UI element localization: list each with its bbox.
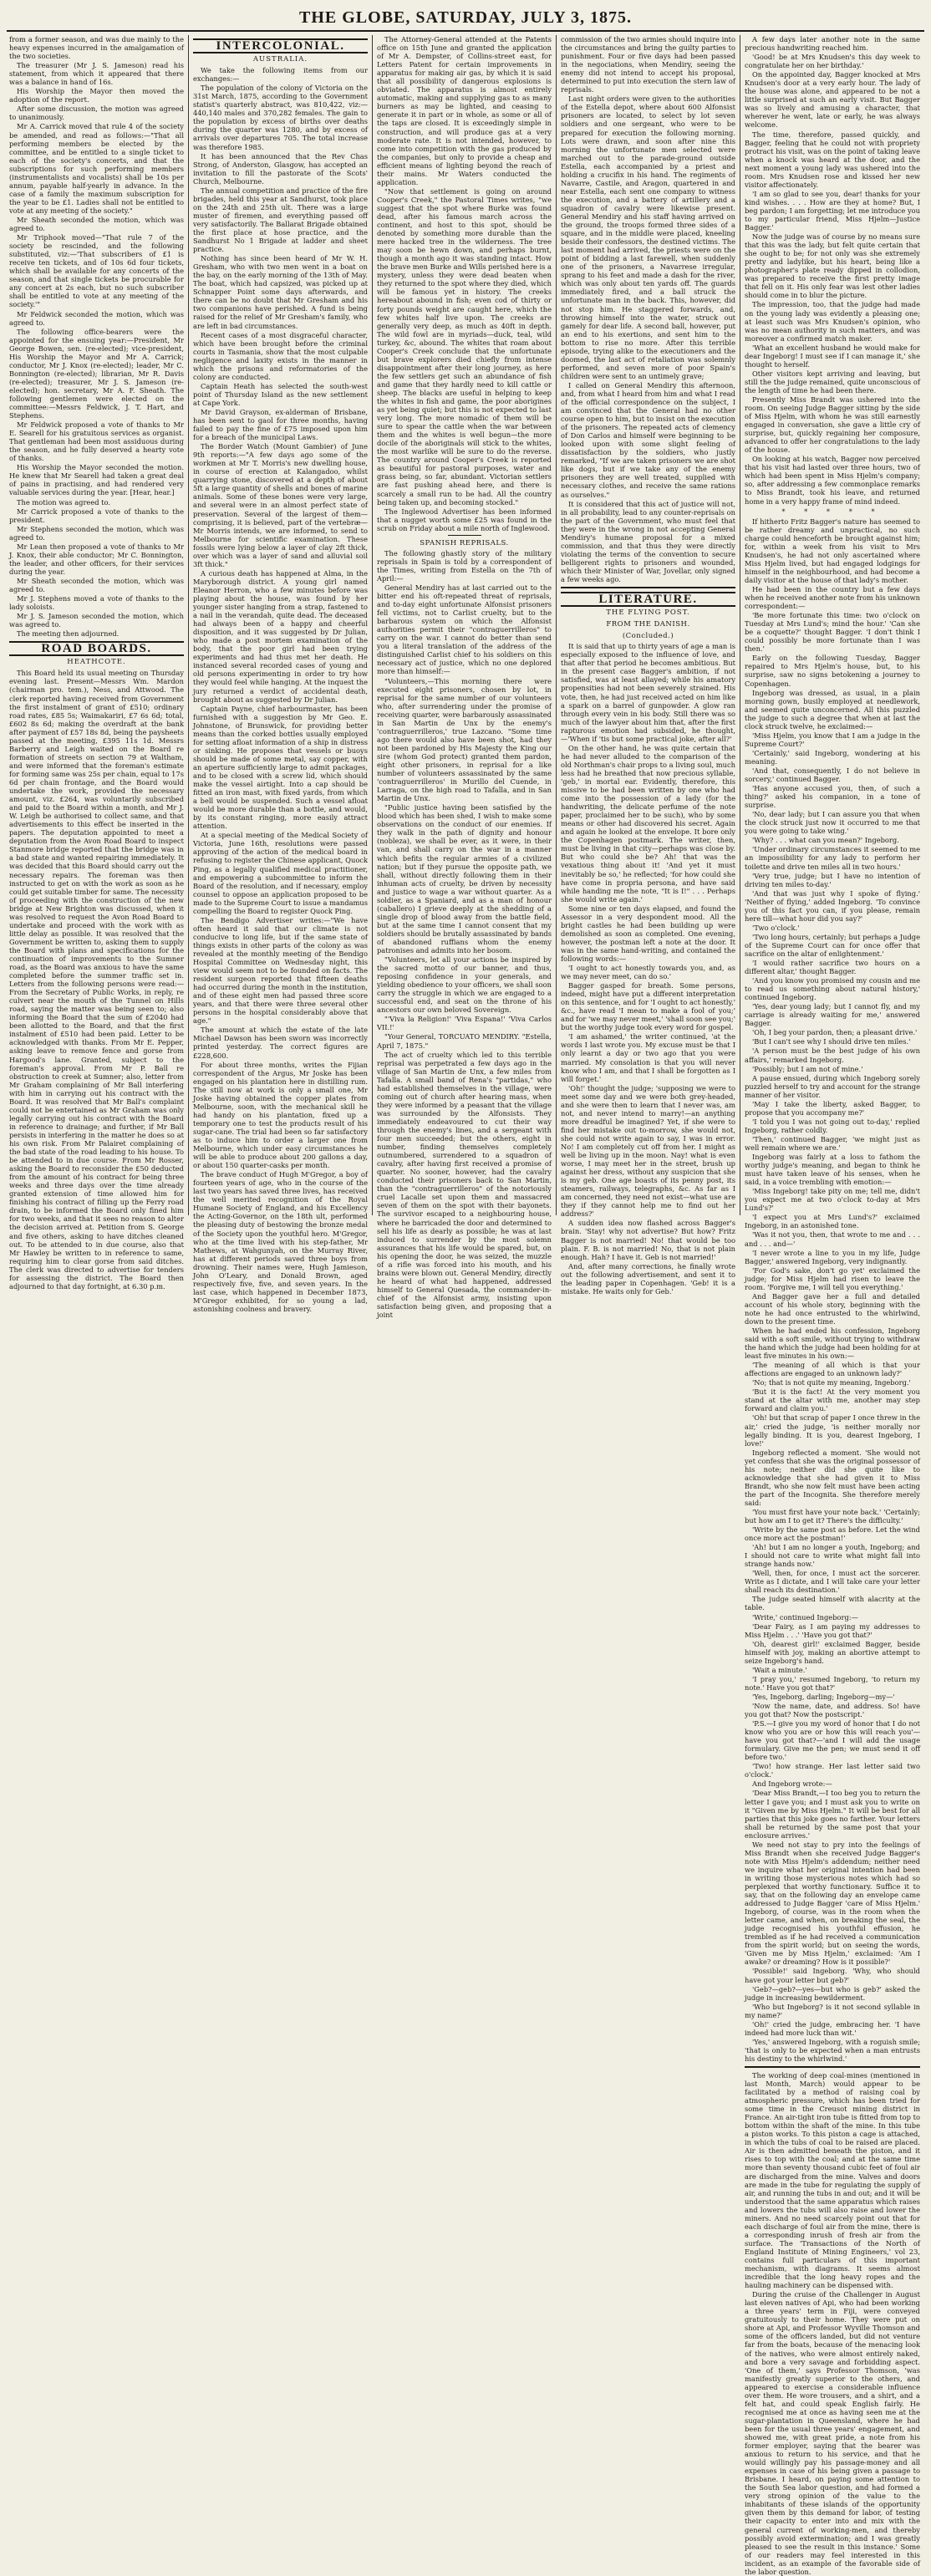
paragraph: Now the judge was of course by no means sure that this was the lady, but felt quite certain that she ought to be; for not only was she extremely pretty and ladylike, but his heart, being like a photographer's plate ready dipped in collodion, was prepared to receive the first pretty image that fell on it. His only fear was lest other ladies should come in to blur the picture. — [745, 232, 920, 300]
paragraph: 'Oh, I beg your pardon, then; a pleasant drive.' — [752, 1028, 918, 1037]
paragraph: The time, therefore, passed quickly, and Bagger, feeling that he could not with propriety protract his visit, was on the point of taking leave when a knock was heard at the door, and the next moment a young lady was ushered into the room. Mrs Knudsen rose and kissed her new visitor affectionately. — [745, 130, 920, 189]
paragraph: On looking at his watch, Bagger now perceived that his visit had lasted over three hours, two of which had been spent in Miss Hjelm's company; so, after addressing a few commonplace remarks to Miss Brandt, took his leave, and returned home in a very happy frame of mind indeed. — [745, 455, 920, 506]
paragraph: 'Dear Fairy, as I am paying my addresses to Miss Hjelm . . .' 'Have you got that?' — [745, 1621, 920, 1639]
paragraph: I called on General Mendiry this afternoon, and, from what I heard from him and what I read of the official correspondence on the subject, I am convinced that the General had no other course open to him, but to insist on the execution of the prisoners. The repeated acts of clemency of Don Carlos and himself were beginning to be looked upon with some slight feeling of dissatisfaction by the soldiers, who justly remarked, "If we are taken prisoners we are shot like dogs, but if we take any of the enemy prisoners they are well treated, supplied with necessary clothes, and receive the same rations as ourselves." — [561, 380, 735, 499]
paragraph: 'Very true, judge; but I have no intention of driving ten miles to-day.' — [745, 871, 920, 888]
paragraph: He had been in the country but a few days when he received another note from his unknown correspondent:— — [745, 585, 920, 611]
column-3 — [373, 35, 557, 1320]
paragraph: Mr J. Stephens moved a vote of thanks to the lady soloists. — [9, 594, 184, 612]
paragraph: Early on the following Tuesday, Bagger repaired to Mrs Hjelm's house, but, to his surprise, saw no signs betokening a journey to Copenhagen. — [745, 654, 920, 688]
paragraph: Other visitors kept arriving and leaving, but still the the judge remained, quite unconscious of the length of time he had been there. — [745, 369, 920, 395]
section-heading: INTERCOLONIAL. — [193, 38, 368, 53]
article-subheading: FROM THE DANISH. — [606, 620, 690, 629]
paragraph: His Worship the Mayor then moved the adoption of the report. — [9, 87, 184, 104]
paragraph: 'Two o'clock.' — [752, 923, 800, 932]
paragraph: 'I ought to act honestly towards you, and, as we may never meet, can do so.' — [561, 964, 735, 981]
paragraph: 'Yes, dear young lady; but I cannot fly, and my carriage is already waiting for me,' answered Bagger. — [745, 1002, 920, 1028]
column-2 — [189, 35, 373, 1313]
paragraph: Captain Payne, chief harbourmaster, has been furnished with a suggestion by Mr Geo. E. Johnstone, of Brunswick, for providing better means than the corked bottles usually employed for setting afloat information of a ship in distress or sinking. He proposes that vessels or buoys should be made of some metal, say copper, with an aperture sufficiently large to admit packages, and to be closed with a screw lid, which should make the vessel airtight. Into a cap should be fitted an iron mast, with fixed yards, from which a bell would be suspended. Such a vessel afloat would be more durable than a bottle, and would, by its constant ringing, more easily attract attention. — [193, 704, 368, 831]
paragraph: Captain Heath has selected the south-west point of Thursday Island as the new settlement at Cape York. — [193, 381, 368, 407]
paragraph: A pause ensued, during which Ingeborg sorely puzzled herself to try and account for the strange manner of her visitor. — [745, 1073, 920, 1099]
paragraph: The annual competition and practice of the fire brigades, held this year at Sandhurst, took place on the 24th and 25th ult. There was a large muster of firemen, and everything passed off very satisfactorily. The Ballarat Brigade obtained the first place at hose practice, and the Sandhurst No 1 Brigade at ladder and sheet practice. — [193, 186, 368, 254]
paragraph: His Worship the Mayor seconded the motion. He knew that Mr Searell had taken a great deal of pains in practising, and had rendered very valuable services during the year. [Hear, hear.] — [9, 463, 184, 497]
paragraph: 'Oh!' cried the judge, embracing her. 'I have indeed had more luck than wit.' — [745, 2019, 920, 2037]
paragraph: 'I expect you at Mrs Lund's?' exclaimed Ingeborg, in an astonished tone. — [745, 1213, 920, 1230]
paragraph: Mr Carrick proposed a vote of thanks to the president. — [9, 507, 184, 524]
paragraph: The following office-bearers were the appointed for the ensuing year:—President, Mr George Bowen, sen. (re-elected); vice-president, His Worship the Mayor and Mr A. Carrick; conductor, Mr J. Knox (re-elected); leader, Mr C. Bonnington (re-elected); librarian, Mr R. Davis (re-elected); treasurer, Mr J. S. Jameson (re-elected); hon. secretary, Mr A. F. Sheath. The following gentlemen were elected on the committee:—Messrs Feldwick, J. T. Hart, and Stephens. — [9, 327, 184, 420]
paragraph: Mr David Grayson, ex-alderman of Brisbane, has been sent to gaol for three months, having failed to pay the fine of £75 imposed upon him for a breach of the municipal Laws. — [193, 407, 368, 442]
masthead: THE GLOBE, SATURDAY, JULY 3, 1875. — [299, 8, 632, 27]
paragraph: Last night orders were given to the authorities of the Estella depot, where about 600 Alfonsist prisoners are located, to select by lot seven soldiers and one sergeant, who were to be prepared for execution the following morning. Lots were drawn, and soon after nine this morning the unfortunate men selected were marched out to the parade-ground outside Estella, each accompanied by a priest and holding a crucifix in his hand. The regiments of Navarre, Castile, and Aragon, quartered in and near Estella, each sent one company to witness the execution, and a battery of artillery and a squadron of cavalry were likewise present. General Mendiry and his staff having arrived on the ground, the troops formed three sides of a square, and in the middle were placed, kneeling beside their confessors, the destined victims. The last moment had arrived, the priests were on the point of bidding a last farewell, when suddenly one of the prisoners, a Navarrese irregular, sprang to his feet and made a dash for the river, which was only about ten yards off. The guards immediately fired, and a ball struck the unfortunate man in the back. This, however, did not stop him. He staggered forwards, and, throwing himself into the water, struck out gamely for dear life. A second ball, however, put an end to his exertions, and sent him to the bottom to rise no more. After this terrible episode, trying alike to the executioners and the doomed, the last act of retaliation was solemnly performed, and seven more of poor Spain's children were sent to an untimely grave; — [561, 94, 735, 380]
paragraph: 'Good! be at Mrs Knudsen's this day week to congratulate her on her birthday.' — [745, 53, 920, 70]
paragraph: 'And that was just why I spoke of flying.' 'Neither of flying,' added Ingeborg. 'To convince you of this fact you can, if you please, remain here till—what hour did you say?' — [745, 888, 920, 923]
paragraph: "Now that settlement is going on around Cooper's Creek," the Pastoral Times writes, "we suggest that the spot where Burke was found dead, after his famous march across the continent, and host to this spot, should be denoted by something more durable than the mere hacked tree in the wilderness. The tree may soon be hewn down, and perhaps burnt, though a month ago it was standing intact. How the brave men Burke and Wills perished here is a mystery, unless they were dead beaten when they returned to the spot where they died, which will be famous yet in history. The creeks hereabout abound in fish; even cod of thirty or forty pounds weight are caught here, which the few whites half live upon. The creeks are generally very deep, as much as 40ft in depth. The wild fowl are in myriads—duck, teal, wild turkey, &c, abound. The whites that roam about Cooper's Creek conclude that the unfortunate but brave explorers died chiefly from intense disappointment after their long journey, as here the few settlers get such an abundance of fish and game that they hardly need to kill cattle or sheep. The blacks are useful in helping to keep the whites in fish and game, the poor aborigines as yet being quiet; but this is not expected to last very long. The more nomadic of them will be sure to spear the cattle when the war between them and the whites is well begun—the more docile of the aboriginals will stick to the whites, the most warlike will be sure to do the reverse. The country around Cooper's Creek is reported as beautiful for pastoral purposes, water and grass being, so far, abundant. Victorian settlers are fast pushing ahead here, and there is scarcely a small run to be had. All the country being taken up, and becoming stocked." — [377, 186, 552, 507]
paragraph: 'I pray you,' resumed Ingeborg, 'to return my note.' Have you got that?' — [745, 1674, 920, 1692]
paragraph: 'Who but Ingeborg? is it not second syllable in my name?' — [745, 2002, 920, 2019]
paragraph: During the cruise of the Challenger in August last eleven natives of Api, who had been working a three years' term in Fiji, were conveyed gratuitously to their home. They were put on shore at Api, and Professor Wyville Thomson and some of the officers landed, but did not venture far from the boats, because of the menacing look of the natives, who were almost entirely naked, and bore a very savage and forbidding aspect. 'One of them,' says Professor Thomson, 'was manifestly greatly superior to the others, and appeared to exercise a considerable influence over them. He wore trousers, and a shirt, and a felt hat, and could speak English fairly. He recognised me at once as having seen me at the sugar-plantation in Queensland, where he had been for the usual three years' engagement, and showed me, with great pride, a note from his former employer, saying that the bearer was anxious to return to his service, and that he would willingly pay his passage-money and all expenses in case of his being given a passage to Brisbane. I heard, on paying some attention to the South Sea labor question, and had formed a very strong opinion of the value to the inhabitants of these islands of the opportunity given them by this demand for labor, of testing their capacity to enter into and mix with the general current of working-men, and thereby possibly avoid extermination; and I was greatly pleased to see the result in this instance.' Some of our readers may feel interested in this incident, as an example of the favorable side of the labor question. — [745, 2290, 920, 2576]
paragraph: 'Possible!' said Ingeborg. 'Why, who should have got your letter but geb?' — [745, 1967, 920, 1984]
masthead-rule — [7, 30, 924, 32]
paragraph: It is said that up to thirty years of age a man is especially exposed to the influence of love, and that after that period he becomes ambitious. But in the present case Bagger's ambition, if not satisfied, was at least allayed; while his amatory propensities had not been severely strained. His vote, then, he had just received acted on him like a spark on a barrel of gunpowder. A glow ran through every vein in his body. Still there was so much of the lawyer about him that, after the first rapturous emotion had subsided, he thought,—'When if 'tis but some practical joke, after all?' — [561, 642, 735, 743]
article-subheading: (Concluded.) — [622, 632, 674, 641]
paragraph: A curious death has happened at Alma, in the Maryborough district. A young girl named Eleanor Herron, who a few minutes before was playing about the house, was found by her younger sister hanging from a strap, fastened to a nail in the verandah, quite dead. The deceased had always been of a happy and cheerful disposition, and it was suggested by Dr Julian, who made a post mortem examination of the body, that the poor girl had been trying experiments and had thus met her death. He instanced several recorded cases of young and old persons experimenting in order to try how they would feel while hanging. At the inquest the jury returned a verdict of accidental death, brought about as suggested by Dr Julian. — [193, 568, 368, 704]
paragraph: 'Geb?—geb?—yes—but who is geb?' asked the judge in increasing bewilderment. — [745, 1984, 920, 2002]
paragraph: Presently Miss Brandt was ushered into the room. On seeing Judge Bagger sitting by the side of Miss Hjelm, with whom he was still earnestly engaged in conversation, she gave a little cry of surprise, but, quickly regaining her composure, advanced to offer her congratulations to the lady of the house. — [745, 395, 920, 455]
paragraph: Mr A. Carrick moved that rule 4 of the society be amended, and read as follows:—"That all performing members be elected by the committee, and be entitled to a single ticket to each of the society's concerts, and that the subscriptions for such performing members (instrumentalists and vocalists) shall be 10s per annum, payable half-yearly in advance. In the case of a family the maximum subscription for the year to be £1. Ladies shall not be entitled to vote at any meeting of the society." — [9, 122, 184, 215]
paragraph: A sudden idea now flashed across Bagger's brain. 'Stay! why not advertise? But how? Fritz Bagger is not married! No! that would be too plain. F. B. is not married! No, that is not plain enough. Hah? I have it. Geb is not married!' — [561, 1219, 735, 1261]
columns — [5, 35, 926, 2576]
paragraph: Recent cases of a most disgraceful character, which have been brought before the criminal courts in Tasmania, show that the most culpable negligence and laxity exists in the manner in which the prisons and reformatories of the colony are conducted. — [193, 330, 368, 381]
article-subheading: SPANISH REPRISALS. — [420, 538, 509, 547]
paragraph: It is considered that this act of justice will not, in all probability, lead to any counter-reprisals on the part of the Government, who must feel that they were in the wrong in not accepting General Mendiry's humane proposal for a mixed commission, and that thus they were directly violating the terms of the convention to secure belligerent rights to prisoners and wounded, which their Minister of War, Jovellar, only signed a few weeks ago. — [561, 499, 735, 583]
section-heading: LITERATURE. — [561, 592, 735, 607]
paragraph: "Volunteers, let all your actions be inspired by the sacred motto of our banner, and thus, reposing confidence in your generals, and yielding obedience to your officers, we shall soon carry the struggle in which we are engaged to a successful end, and seat on the throne of his ancestors our own beloved Sovereign. — [377, 955, 552, 1015]
paragraph: On the appointed day, Bagger knocked at Mrs Knudsen's door at a very early hour. The lady of the house was alone, and appeared to be not a little surprised at such an early visit. But Bagger was so lively and amusing a character, that wherever he went, late or early, he was always welcome. — [745, 70, 920, 130]
paragraph: Mr Sheath seconded the motion, which was agreed to. — [9, 215, 184, 233]
paragraph: The judge seated himself with alacrity at the table. — [745, 1595, 920, 1612]
paragraph: And Ingeborg wrote:— — [752, 1779, 832, 1789]
paragraph: If hitherto Fritz Bagger's nature has seemed to be rather dreamy and unpractical, no such charge could henceforth be brought against him; for, within a week from his visit to Mrs Knudsen's, he had not only ascertained where Miss Hjelm lived, but had engaged lodgings for himself in the neighbourhood, and had become a daily visitor at the house of that lady's mother. — [745, 517, 920, 584]
paragraph: 'Under ordinary circumstances it seemed to me an impossibility for any lady to perform her toilette and drive ten miles all in two hours.' — [745, 845, 920, 871]
paragraph: The act of cruelty which led to this terrible reprisal was perpetrated a few days ago in the village of San Martin de Unx, a few miles from Tafalla. A small band of Rena's "partidas," who had established themselves in the village, were coming out of church after hearing mass, when they were informed by a peasant that the village was surrounded by the Alfonsists. They immediately endeavoured to cut their way through the enemy's lines, and a sergeant with four men succeeded; but the others, eight in number, finding themselves completely outnumbered, surrendered to a squadron of cavalry, after having first received a promise of quarter. No sooner, however, had the cavalry conducted their prisoners back to San Martin, than the "contraguerrilleros" of the notoriously cruel Lacalle set upon them and massacred seven of them on the spot with their bayonets. The survivor escaped to a neighbouring house, where he barricaded the door and determined to sell his life as dearly as possible; he was at last induced to surrender by the most solemn assurances that his life would be spared, but, on his opening the door, he was seized, the muzzle of a rifle was forced into his mouth, and his brains were blown out. General Mendiry, directly he heard of what had happened, addressed himself to General Quesada, the commander-in-chief of the Alfonsist army, insisting upon satisfaction being given, and proposing that a joint — [377, 1050, 552, 1320]
paragraph: The population of the colony of Victoria on the 31st March, 1875, according to the Government statist's quarterly abstract, was 810,422, viz:—440,140 males and 370,282 females. The gain to the population by excess of births over deaths during the quarter was 1280, and by excess of arrivals over departures 705. The total increase was therefore 1985. — [193, 84, 368, 151]
paragraph: 'Was it not you, then, that wrote to me and . . . and . . . and—' — [745, 1230, 920, 1248]
section-heading: ROAD BOARDS. — [9, 641, 184, 656]
paragraph: The meeting then adjourned. — [17, 629, 120, 639]
section-subheading: AUSTRALIA. — [252, 55, 308, 64]
paragraph: 'Certainly,' said Ingeborg, wondering at his meaning. — [745, 748, 920, 766]
paragraph: 'Oh, dearest girl!' exclaimed Bagger, beside himself with joy, making an abortive attempt to seize Ingeborg's hand. — [745, 1639, 920, 1665]
paragraph: 'I told you I was not going out to-day,' replied Ingeborg, rather coldly. — [745, 1117, 920, 1134]
paragraph: 'But I can't see why I should drive ten miles.' — [752, 1037, 911, 1046]
paragraph: 'I am so glad to see you, dear! thanks for your kind wishes. . . . How are they at home? But, I beg pardon; I am forgetting; let me introduce you to my particular friend, Miss Hjelm—Justice Bagger.' — [745, 189, 920, 232]
paragraph: And Bagger gave her a full and detailed account of his whole story, beginning with the note he had once entrusted to the whirlwind, down to the present time. — [745, 1291, 920, 1326]
paragraph: Mr Lean then proposed a vote of thanks to Mr J. Knox, their able conductor; Mr C. Bonnington, the leader, and other officers, for their services during the year. — [9, 542, 184, 576]
section-divider — [745, 2066, 920, 2068]
paragraph: 'Possibly; but I am not of mine.' — [752, 1064, 863, 1073]
paragraph: The Bendigo Advertiser writes:—"We have often heard it said that our climate is not conducive to long life, but if the same state of things exists in other parts of the colony as was revealed at the monthly meeting of the Bendigo Hospital Committee on Wednesday night, this view would seem not to be founded on facts. The resident surgeon reported that fifteen deaths had occurred during the month in the institution, and of these eight men had passed three score years, and that there were three several other persons in the hospital considerably above that age." — [193, 915, 368, 1026]
paragraph: 'A person must be the best judge of his own affairs,' remarked Ingeborg. — [745, 1046, 920, 1064]
continued-paragraph: from a former season, and was due mainly to the heavy expenses incurred in the amalgamation of the two societies. — [9, 35, 184, 61]
paragraph: Ingeborg was fairly at a loss to fathom the worthy judge's meaning, and began to think he must have taken leave of his senses, when he said, in a voice trembling with emotion:— — [745, 1153, 920, 1187]
paragraph: Mr Triphook moved—"That rule 7 of the society be rescinded, and the following substituted, viz:—'That subscribers of £1 is receive ten tickets, and of 10s 6d four tickets, which shall be available for any concerts of the season, and that single tickets be procurable for any concert at 2s each, but no such subscriber shall be entitled to vote at any meeting of the society.'" — [9, 233, 184, 309]
column-5 — [740, 35, 924, 2576]
paragraph: 'Miss Ingeborg! take pity on me; tell me, didn't you expect me at two o'clock to-day at Mrs Lund's?' — [745, 1187, 920, 1213]
paragraph: For about three months, writes the Fijian correspondent of the Argus, Mr Joske has been engaged on his plantation here in distilling rum. The still now at work is only a small one, Mr Joske having obtained the copper plates from Melbourne, soon, with the mechanical skill he had handy on his plantation, fixed up a temporary one to test the products result of his sugar-cane. The trial had been so far satisfactory as to induce him to order a larger one from Melbourne, which under easy circumstances he will be able to produce about 200 gallons a day, or about 150 quarter-casks per month. — [193, 1060, 368, 1170]
paragraph: The Border Watch (Mount Gambier) of June 9th reports:—"A few days ago some of the workmen at Mr T. Morris's new dwelling house, in course of erection at Kalangadoo, whilst quarrying stone, discovered at a depth of about 5ft a large quantity of shells and bones of marine animals. Some of these bones were very large, and several were in an almost perfect state of preservation. Several of the largest of them—comprising, it is believed, part of the vertebræ—Mr Morris intends, we are informed, to send to Melbourne for scientific examination. These fossils were lying below a layer of clay 2ft thick, over which was a layer of sand and alluvial soil 3ft thick." — [193, 442, 368, 568]
paragraph: 'No; that is not quite my meaning, Ingeborg.' — [752, 1378, 911, 1387]
paragraph: 'And that, consequently, I do not believe in sorcery,' continued Bagger. — [745, 766, 920, 784]
paragraph: 'May I take the liberty, asked Bagger, to propose that you accompany me?' — [745, 1099, 920, 1117]
short-rule — [448, 535, 481, 536]
paragraph: Mr Feldwick proposed a vote of thanks to Mr E. Searell for his gratuitous services as organist. That gentleman had been most assiduous during the season, and he fully deserved a hearty vote of thanks. — [9, 420, 184, 463]
paragraph: 'Two long hours, certainly; but perhaps a Judge of the Supreme Court can for once offer that sacrifice on the altar of enlightenment.' — [745, 932, 920, 958]
paragraph: "Volunteers,—This morning there were executed eight prisoners, chosen by lot, in reprisal for the same number of our volunteers who, after surrendering under the promise of receiving quarter, were barbarously assassinated in San Martin de Unx by the enemy's 'contraguerrilleros,' true Lazcano. "Some time ago there would also have been shot, had they not been pardoned by His Majesty the King our sire (whom God protect) granted them pardon, eight other prisoners, in reprisal for a like number of volunteers assassinated by the same 'contraguerrilleros' in Murillo del Cuende, in Larraga, on the high road to Tafalla, and in San Martin de Unx. — [377, 676, 552, 803]
paragraph: After some discussion, the motion was agreed to unanimously. — [9, 104, 184, 122]
paragraph: Nothing has since been heard of Mr W. H. Gresham, who with two men went in a boat on the bay, on the early morning of the 13th of May. The boat, which had capsized, was picked up at Schnapper Point some days afterwards, and there can be no doubt that Mr Gresham and his two companions have perished. A fund is being raised for the relief of Mr Gresham's family, who are left in bad circumstances. — [193, 254, 368, 330]
paragraph: Some nine or ten days elapsed, and found the Assessor in a very despondent mood. All the bright castles he had been building up were demolished as soon as completed. One evening, however, the postman left a note at the door. It was in the same hand-writing, and contained the following words:— — [561, 904, 735, 963]
paragraph: The working of deep coal-mines (mentioned in last Month, March) would appear to be facilitated by a method of raising coal by atmospheric pressure, which has been tried for some time in the Creusot mining district in France. An air-tight iron tube is fitted from top to bottom within the shaft of the mine. In this tube a piston works. To this piston a cage is attached, in which the tubs of coal to be raised are placed. Air is then admitted beneath the piston, and it rises to top with the coal; and at the same time more than seventy thousand cubic feet of foul air are discharged from the mine. Valves and doors are made in the tube for regulating the supply of air, and running the tubs in and out; and it will be understood that the same apparatus which raises and lowers the tubs will also raise and lower the miners. And no need scarcely point out that for each discharge of foul air from the mine, there is a corresponding inrush of fresh air from the surface. The 'Transactions of the North of England Institute of Mining Engineers,' vol 23, contains full particulars of this important mechanism, with diagrams. It seems almost incredible that the long heavy ropes and the hauling machinery can be dispensed with. — [745, 2070, 920, 2290]
paragraph: General Mendiry has at last carried out to the bitter end his oft-repeated threat of reprisals, and to-day eight unfortunate Alfonsist prisoners fell victims, not to Carlist cruelty, but to the barbarous system on which the Alfonsist authorities permit their "contraguerrilleros" to carry on the war. I cannot do better than send you a literal translation of the address of the distinguished Carlist chief to his soldiers on this necessary act of justice, which no one deplored more than himself:— — [377, 583, 552, 676]
paragraph: And, after many corrections, he finally wrote out the following advertisement, and sent it to the leading paper in Copenhagen. 'Geb! it is a mistake. He waits only for Geb.' — [561, 1261, 735, 1296]
paragraph: 'Yes,' answered Ingeborg, with a roguish smile; 'that is only to be expected when a man entrusts his destiny to the whirlwind.' — [745, 2037, 920, 2063]
paragraph: 'I am ashamed,' the writer continued, 'at the words I last wrote you. My excuse must be that I only learnt a day or two ago that you were married. My consolation is that you will never know who I am, and that I shall be forgotten as I will forget.' — [561, 1032, 735, 1083]
column-1 — [5, 35, 189, 1291]
paragraph: We need not stay to pry into the feelings of Miss Brandt when she received Judge Bagger's note with Miss Hjelm's addendum; neither need we inquire what her original intention had been in writing those mysterious notes which had so perplexed that worthy functionary. Suffice it to say, that on the following day an envelope came addressed to Judge Bagger 'care of Miss Hjelm.' Ingeborg, of course, was in the room when the letter came, and when, on breaking the seal, the judge recognised his youthful effusion, he trembled as if he had received a communication from the spirit world; but on seeing the words, 'Given me by Miss Hjelm,' exclaimed: 'Am I awake? or dreaming? How is it possible?' — [745, 1840, 920, 1967]
paragraph: 'Miss Hjelm, you know that I am a judge in the Supreme Court?' — [745, 731, 920, 748]
paragraph: 'Oh! but that scrap of paper I once threw in the air,' cried the judge, 'is neither morally nor legally binding. It is you, dearest Ingeborg, I love!' — [745, 1413, 920, 1448]
paragraph: Ingeborg reflected a moment. 'She would not yet confess that she was the original possessor of his note; neither did she quite like to acknowledge that she had given it to Miss Brandt, who she now felt must have been acting the part of the Incognita. She therefore merely said: — [745, 1448, 920, 1507]
paragraph: Mr Stephens seconded the motion, which was agreed to. — [9, 524, 184, 542]
paragraph: 'Well, then, for once, I must act the sorcerer. Write as I dictate, and I will take care your letter shall reach its destination.' — [745, 1569, 920, 1595]
paragraph: Mr Sheath seconded the motion, which was agreed to. — [9, 576, 184, 593]
paragraph: At a special meeting of the Medical Society of Victoria, June 16th, resolutions were passed approving of the action of the medical board in refusing to register the Chinese applicant, Quock Ping, as a legally qualified medical practitioner, and empowering a subcommittee to inform the Board of the resolution, and if necessary, employ counsel to oppose an application proposed to be made to the Supreme Court to issue a mandamus compelling the Board to register Quock Ping. — [193, 831, 368, 915]
paragraph: 'You must first have your note back.' 'Certainly; but how am I to get it? There's the difficulty.' — [745, 1507, 920, 1525]
section-subheading: HEATHCOTE. — [67, 658, 126, 667]
paragraph: 'For God's sake, don't go yet' exclaimed the judge; for Miss Hjelm had risen to leave the room. 'Forgive me, I will tell you everything.' — [745, 1265, 920, 1291]
paragraph: 'Ah! but I am no longer a youth, Ingeborg; and I should not care to write what might fall into strange hands now.' — [745, 1543, 920, 1569]
paragraph: The amount at which the estate of the late Michael Dawson has been sworn was incorrectly printed yesterday. The correct figures are £228,600. — [193, 1026, 368, 1060]
paragraph: 'Now the name, date, and address. So! have you got that? Now the postscript.' — [745, 1702, 920, 1719]
paragraph: 'What an excellent husband he would make for dear Ingeborg! I must see if I can manage it,' she thought to herself. — [745, 343, 920, 369]
section-subheading: THE FLYING POST. — [606, 608, 690, 618]
paragraph: 'Write,' continued Ingeborg:— — [752, 1612, 858, 1621]
newspaper-page — [5, 5, 926, 2576]
paragraph: This Board held its usual meeting on Thursday evening last. Present—Messrs Wm. Mardon (chairman pro. tem.), Ness, and Attwood. The clerk reported having received from Government the first instalment of grant of £510; ordinary road rates, £85 5s; Waimakariri, £7 6s 6d; total, £602 8s 6d; making the overdraft at the bank after payment of £57 18s 8d, being the paysheets passed at the meeting, £395 11s 1d. Messrs Barberry and Leigh waited on the Board re formation of streets on section 79 at Waltham, and were informed that the foreman's estimate for forming same was 25s per chain, equal to 17s 6d per chain frontage, and the Board would undertake the work, provided the necessary amount, viz. £264, was voluntarily subscribed and paid to the Board within a month, and Mr J. W. Leigh be authorised to collect same, and that advertisements to this effect be inserted in the papers. The deputation appointed to meet a deputation from the Avon Road Board to inspect Stanmore bridge reported that the bridge was in a bad state and wanted repairing immediately. It was decided that this Board should carry out the necessary repairs. The foreman was then instructed to get on with the work as soon as he could get suitable timber for same. The necessity of proceeding with the construction of the new bridge at New Brighton was discussed, when it was resolved to request the Avon Road Board to undertake and proceed with the work with as little delay as possible. It was resolved that the Government be written to, asking them to supply the Board with plans and specifications for the continuation of improvements to the Sumner road, as the Board was anxious to have the same completed before the summer traffic set in. Letters from the following persons were read:—From the Secretary of Public Works, in reply, re culvert near the mouth of the Tunnel on Hills road, saying the matter was being seen to; also informing the Board that the sum of £2040 had been allotted to the Board, and that the first instalment of £510 had been paid. Letter to be acknowledged with thanks. From Mr E. Pepper, asking leave to remove fence and gorse from Hargood's lane. Granted, subject to the foreman's approval. From Mr P. Ball re obstruction to creek at Sumner; also, letter from Mr Graham complaining of Mr Ball interfering with him in carrying out his contract with the Board. It was resolved that Mr Ball's complaint could not be entertained as Mr Graham was only legally carrying out his contract with the Board in reference to drainage; and further, if Mr Ball persists in interfering in the matter he does so at his own risk. From Mr Palairet complaining of the bad state of the road leading to his house. To be attended to in due course. From Mr Rosser, asking the Board to reconsider the £50 deducted from the amount of his contract for being three weeks and three days over the time already granted extension of time allowed him for finishing his contract of filling up the Ferry road drain, to be informed the Board only fined him for two weeks, and that it sees no reason to alter the decision arrived at. Petition from S. George and five others, asking to have ditches cleaned out. To be attended to in due course, also that Mr Hawley be written to in reference to same, requiring him to clear gorse from said ditches. The clerk was directed to advertise for tenders for assessing the district. The Board then adjourned to that day fortnight, at 6.30 p.m. — [9, 669, 184, 1291]
paragraph: 'I would rather sacrifice two hours on a different altar,' thought Bagger. — [745, 959, 920, 976]
paragraph: Mr J. S. Jameson seconded the motion, which was agreed to. — [9, 612, 184, 629]
column-4 — [557, 35, 740, 1296]
paragraph: 'Then,' continued Bagger, 'we might just as well remain where we are.' — [745, 1134, 920, 1152]
paragraph: 'The meaning of all which is that your affections are engaged to an unknown lady?' — [745, 1361, 920, 1378]
paragraph: When he had ended his confession, Ingeborg said with a soft smile, without trying to withdraw the hand which the judge had been holding for at least five minutes in his own:— — [745, 1326, 920, 1361]
paragraph: On the other hand, he was quite certain that he had never alluded to the comparison of the old Northman's chair props to a living soul, much less had he breathed that now precious syllable, 'geb,' in mortal ear. Evidently, therefore, this missive to be had been written by one who had come into the possession of a lady (for the handwriting, the delicate perfume of the note paper, proclaimed her to be such), who by some means or other had discovered his secret. Again and again he looked at the envelope. It bore only the Copenhagen postmark. The writer, then, must be living in that city—perhaps was close by. But who could she be? Ah! that was the vexatious thing about it! 'And yet it must inevitably be so,' he reflected; 'for how could she have come in propria persona, and have said while handing me the note, "It is I!" . . . Perhaps she would write again.' — [561, 743, 735, 904]
paragraph: 'I never wrote a line to you in my life, Judge Bagger,' answered Ingeborg, very indignantly. — [745, 1248, 920, 1265]
paragraph: 'Write by the same post as before. Let the wind once more act the postman!' — [745, 1525, 920, 1543]
paragraph: "Your General, TORCUATO MENDIRY. "Estella, April 7, 1875." — [377, 1032, 552, 1050]
paragraph: "Public justice having been satisfied by the blood which has been shed, I wish to make some observations on the conduct of our enemies. If they walk in the path of dignity and honour (nobleza), we shall be ever, as it were, in their van, and shall carry on the war in a manner which befits the regular armies of a civilized nation; but if they pursue the opposite path, we shall, without directly following them in their inhuman acts of cruelty, be driven by necessity and justice to wage a war without quarter. As a soldier, as a Spaniard, and as a man of honour (caballero) I grieve deeply at the shedding of a single drop of blood away from the battle field, but at the same time I cannot consent that my soldiers should be brutally assassinated by bands of abandoned ruffians whom the enemy patronises and admits into her bosom. — [377, 803, 552, 955]
paragraph: The impression, too, that the judge had made on the young lady was evidently a pleasing one; at least such was Mrs Knudsen's opinion, who was no mean authority in such matters, and was moreover a confirmed match maker. — [745, 300, 920, 343]
paragraph: "'Viva la Religion!' 'Viva Espana!' 'Viva Carlos VII.!' — [377, 1015, 552, 1032]
paragraph: The treasurer (Mr J. S. Jameson) read his statement, from which it appeared that there was a balance in hand of 16s. — [9, 61, 184, 87]
paragraph: Mr Feldwick seconded the motion, which was agreed to. — [9, 309, 184, 327]
section-break: * * * * * — [781, 507, 883, 516]
paragraph: We take the following items from our exchanges:— — [193, 66, 368, 84]
paragraph: 'Wait a minute.' — [752, 1665, 807, 1674]
paragraph: 'Yes, Ingeborg, darling; Ingeborg—my—' — [752, 1692, 895, 1701]
paragraph: Ingeborg was dressed, as usual, in a plain morning gown, busily employed at needlework, and seemed quite unconcerned. All this puzzled the judge to such a degree that when at last the clock struck twelve, he exclaimed:— — [745, 688, 920, 731]
paragraph: 'Oh!' thought the judge; 'supposing we were to meet some day and we were both grey-headed, and she were then to learn that I never was, am not, and never intend to marry!—an anything more dreadful be imagined? Yet, if she were to find her mistake out to-morrow, she would not, she could not write again to say, I was in error. No! I am completely cut off from her. I might as well be living up in the moon. Nay! what is even worse, I may meet her in the street, brush up against her dress, without any suspicion that she is my geb. One age boasts of its penny post, its steamers, railways, telegraphs, &c. As far as I am concerned, they need not exist—what use are they if they cannot help me to find out her address?' — [561, 1083, 735, 1219]
section-divider — [561, 587, 735, 588]
continued-paragraph: commission of the two armies should inquire into the circumstances and bring the guilty parties to punishment. Four or five days had been passed in the negociations, when Mendiry, seeing the enemy did not intend to accept his proposal, determined to put into execution the stern law of reprisals. — [561, 35, 735, 94]
paragraph: 'Has anyone accused you, then, of such a thing?' asked his companion, in a tone of surprise. — [745, 784, 920, 810]
paragraph: The Attorney-General attended at the Patents office on 15th June and granted the application of Mr A. Dempster, of Collins-street east, for Letters Patent for certain improvements in apparatus for making air gas, by which it is said that all possibility of dangerous explosions is obviated. The apparatus is almost entirely automatic, making and supplying gas to as many burners as may be lighted, and ceasing to generate it in part or in whole, as some or all of the taps are closed. It is exceedingly simple in construction, and will produce gas at a very moderate rate. It is not intended, however, to come into competition with the gas produced by the companies, but only to provide a cheap and efficient means of lighting beyond the reach of their mains. Mr Waters conducted the application. — [377, 35, 552, 186]
paragraph: 'Two! how strange. Her last letter said two o'clock.' — [745, 1762, 920, 1779]
paragraph: The motion was agreed to. — [17, 497, 111, 507]
paragraph: 'Why? . . . what can you mean?' Ingeborg. — [752, 836, 899, 845]
paragraph: The following ghastly story of the military reprisals in Spain is told by a correspondent of the Times, writing from Estella on the 7th of April:— — [377, 548, 552, 583]
paragraph: The Inglewood Advertiser has been informed that a nugget worth some £25 was found in the scrub on Friday about a mile north of Inglewood. — [377, 507, 552, 532]
paragraph: Bagger gasped for breath. Some persons, indeed, might have put a different interpretation on this sentence, and for 'I ought to act honestly,' &c., have read 'I mean to make a fool of you;' and for 'we may never meet,' 'shall soon see you;' but the worthy judge took every word for gospel. — [561, 981, 735, 1032]
paragraph: 'P.S.—I give you my word of honor that I do not know who you are or how this will reach you'—have you got that?—'and I will add the usage formulary. Give me the pen; we must send it off before two.' — [745, 1719, 920, 1762]
paragraph: A few days later another note in the same precious handwriting reached him. — [745, 35, 920, 53]
paragraph: 'No, dear lady; but I can assure you that when the clock struck just now it occurred to me that you were going to take wing.' — [745, 810, 920, 836]
paragraph: The brave conduct of Hugh M'Gregor, a boy of fourteen years of age, who in the course of the last two years has saved three lives, has received the well merited recognition of the Royal Humane Society of England, and his Excellency the Acting-Governor, on the 18th ult, performed the pleasing duty of bestowing the bronze medal of the Society upon the youthful hero. M'Gregor, who at the time lived with his step-father, Mr Mathews, at Wahgunyah, on the Murray River, has at different periods saved three boys from drowning. Their names were, Hugh Jamieson, John O'Leary, and Donald Brown, aged respectively five, five, and seven years. In the last case, which happened in December 1873, M'Gregor exhibited, for so young a lad, astonishing coolness and bravery. — [193, 1170, 368, 1313]
paragraph: 'Dear Miss Brandt,—I too beg you to return the letter I gave you; and I must ask you to write on it "Given me by Miss Hjelm." It will be best for all parties that this joke goes no farther. Your letters shall be returned by the same post that your enclosure arrives.' — [745, 1789, 920, 1840]
paragraph: 'But it is the fact! At the very moment you stand at the altar with me, another may step forward and claim you.' — [745, 1387, 920, 1413]
paragraph: It has been announced that the Rev Chas Strong, of Anderston, Glasgow, has accepted an invitation to fill the pastorate of the Scots' Church, Melbourne. — [193, 151, 368, 186]
paragraph: 'Be more fortunate this time: two o'clock on Tuesday at Mrs Lund's; mind the hour.' 'Can she be a coquette?' thought Bagger. 'I don't think I could possibly be more fortunate than I was then.' — [745, 611, 920, 654]
paragraph: 'And you know you promised my cousin and me to read us something about natural history,' continued Ingeborg. — [745, 976, 920, 1002]
